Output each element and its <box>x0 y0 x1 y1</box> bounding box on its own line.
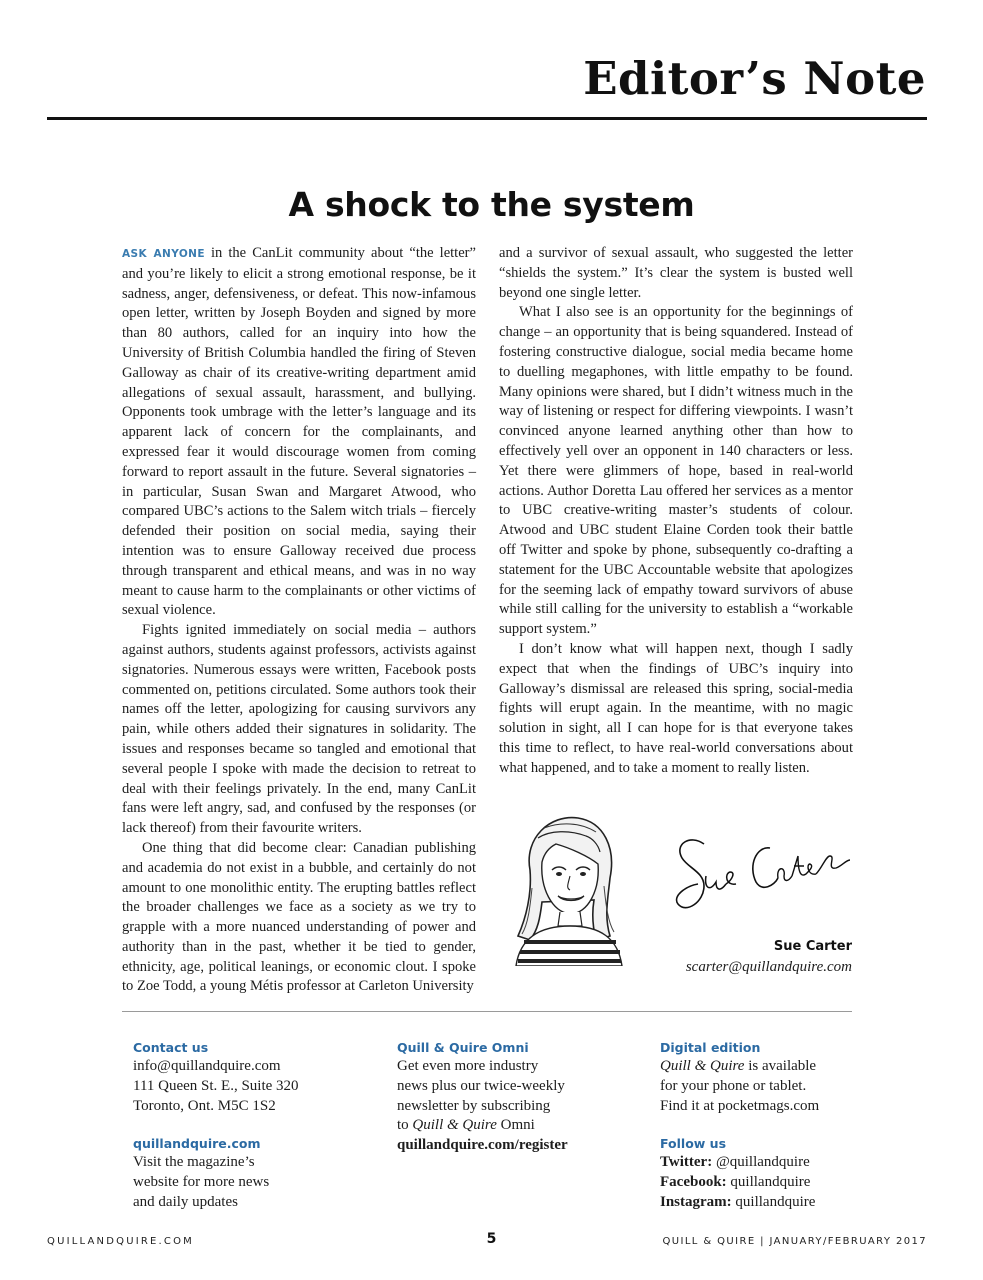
omni-line: newsletter by subscribing <box>397 1097 551 1114</box>
lead-in: ASK ANYONE <box>122 248 205 260</box>
website-line: and daily updates <box>133 1193 238 1210</box>
website-line: Visit the magazine’s <box>133 1154 255 1171</box>
article-paragraph: One thing that did become clear: Canadian publishing and academia do not exist in a bubble, and certainly do not amount to one monolithic entity. The erupting battles reflect the broader challenges we face as a society as we try to grapple with a more nuanced understanding of power and authority than in the past, whether it be tied to gender, ethnicity, age, political leanings, or economic clout. I spoke to Zoe Todd, a young Métis professor at Carleton University <box>122 839 476 995</box>
article-paragraph: Fights ignited immediately on social media – authors against authors, students against professors, activists against signatories. Numerous essays were written, Facebook posts commented on, petitions circulated. Some authors took their names off the letter, apologizing for causing survivors any pain, while others added their signatures in solidarity. The issues and responses became so tangled and emotional that several people I spoke with made the decision to retreat to deal with their feelings privately. In the end, many CanLit fans were left angry, sad, and confused by the responses (or lack thereof) from their favourite writers. <box>122 622 476 837</box>
omni-line: news plus our twice-weekly <box>397 1077 565 1094</box>
author-name: Sue Carter <box>773 939 852 954</box>
follow-heading: Follow us <box>660 1136 727 1152</box>
instagram-handle[interactable]: Instagram: quillandquire <box>660 1193 816 1210</box>
website-line: website for more news <box>133 1174 270 1191</box>
register-link[interactable]: quillandquire.com/register <box>397 1137 568 1154</box>
contact-column <box>133 1040 373 1213</box>
twitter-handle[interactable]: Twitter: @quillandquire <box>660 1154 810 1171</box>
author-portrait-illustration <box>500 808 630 966</box>
footer-divider <box>122 1011 852 1012</box>
author-signature <box>670 826 855 918</box>
article-column-right <box>499 244 853 779</box>
author-email[interactable]: scarter@quillandquire.com <box>685 959 852 975</box>
running-footer-website: QUILLANDQUIRE.COM <box>47 1236 194 1247</box>
contact-city: Toronto, Ont. M5C 1S2 <box>133 1097 276 1114</box>
digital-column <box>660 1040 900 1213</box>
article-column-left <box>122 244 476 997</box>
article-paragraph: and a survivor of sexual assault, who suggested the letter “shields the system.” It’s clear the system is busted well beyond one single letter. <box>499 245 853 301</box>
digital-line: Find it at pocketmags.com <box>660 1097 820 1114</box>
omni-line: to Quill & Quire Omni <box>397 1117 535 1134</box>
facebook-handle[interactable]: Facebook: quillandquire <box>660 1174 811 1191</box>
digital-line: for your phone or tablet. <box>660 1077 807 1094</box>
contact-heading: Contact us <box>133 1040 209 1055</box>
contact-email[interactable]: info@quillandquire.com <box>133 1058 281 1074</box>
omni-line: Get even more industry <box>397 1058 539 1074</box>
digital-heading: Digital edition <box>660 1040 761 1055</box>
omni-column <box>397 1040 637 1156</box>
omni-heading: Quill & Quire Omni <box>397 1040 529 1055</box>
article-paragraph: What I also see is an opportunity for the beginnings of change – an opportunity that is being squandered. Instead of fostering constructive dialogue, social media became home to duelling megaphones, with little empathy to be found. Many opinions were shared, but I didn’t witness much in the way of listening or respect for differing viewpoints. I wasn’t convinced anyone learned anything other than how to effectively yell over an opponent in 140 characters or less. Yet there were glimmers of hope, based in real-world actions. Author Doretta Lau offered her services as a mentor to UBC creative-writing master’s students of colour. Atwood and UBC student Elaine Corden took their battle off Twitter and spoke by phone, subsequently co-drafting a statement for the UBC Accountable website that apologizes for the seeming lack of empathy toward survivors of abuse while still calling for the university to establish a “workable support system.” <box>499 304 853 638</box>
contact-address: 111 Queen St. E., Suite 320 <box>133 1077 299 1094</box>
article-headline: A shock to the system <box>288 185 695 224</box>
article-paragraph: ASK ANYONE in the CanLit community about “the letter” and you’re likely to elicit a strong emotional response, be it sadness, anger, defensiveness, or defeat. This now-infamous open letter, written by Joseph Boyden and signed by more than 80 authors, called for an inquiry into how the University of British Columbia handled the firing of Steven Galloway as chair of its creative-writing department amid allegations of sexual assault, harassment, and bullying. Opponents took umbrage with the letter’s language and its apparent lack of concern for the complainants, and expressed fear it would discourage women from coming forward to report assault in the future. Several signatories – in particular, Susan Swan and Margaret Atwood, who compared UBC’s actions to the Salem witch trials – fiercely defended their position on social media, saying their intention was to ensure Galloway received due process through transparent and ethical means, and was in no way meant to cause harm to the complainants or other victims of sexual violence. <box>122 245 476 619</box>
article-paragraph: I don’t know what will happen next, though I sadly expect that when the findings of UBC’s inquiry into Galloway’s dismissal are released this spring, social-media fights will erupt again. In the meantime, with no magic solution in sight, all I can hope for is that everyone takes this time to reflect, to have real-world conversations about what happened, and to take a moment to really listen. <box>499 640 853 776</box>
digital-line: Quill & Quire is available <box>660 1058 817 1074</box>
title-rule <box>47 117 927 120</box>
running-footer-issue: QUILL & QUIRE | JANUARY/FEBRUARY 2017 <box>662 1236 927 1247</box>
page-number: 5 <box>486 1231 497 1247</box>
website-heading[interactable]: quillandquire.com <box>133 1136 261 1152</box>
section-title: Editor’s Note <box>583 52 926 105</box>
